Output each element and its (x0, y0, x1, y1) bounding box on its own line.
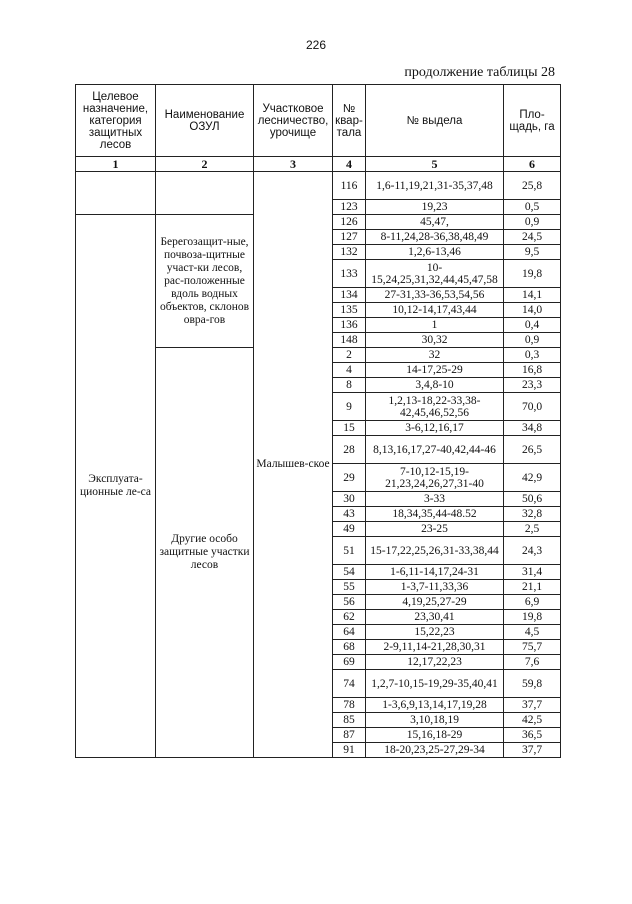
page-number: 226 (305, 38, 327, 52)
plot-cell: 23,30,41 (366, 610, 504, 625)
quarter-cell: 51 (333, 537, 366, 565)
plot-cell: 1-6,11-14,17,24-31 (366, 565, 504, 580)
table-row (76, 172, 561, 200)
quarter-cell: 28 (333, 436, 366, 464)
plot-cell: 1,6-11,19,21,31-35,37,48 (366, 172, 504, 200)
area-cell: 24,5 (504, 230, 561, 245)
area-cell: 19,8 (504, 260, 561, 288)
quarter-cell: 29 (333, 464, 366, 492)
area-cell: 25,8 (504, 172, 561, 200)
quarter-cell: 87 (333, 728, 366, 743)
plot-cell: 1,2,13-18,22-33,38-42,45,46,52,56 (366, 393, 504, 421)
plot-cell: 15-17,22,25,26,31-33,38,44 (366, 537, 504, 565)
quarter-cell: 74 (333, 670, 366, 698)
quarter-cell: 64 (333, 625, 366, 640)
area-cell: 0,9 (504, 333, 561, 348)
header-ozul-name: Наименование ОЗУЛ (156, 85, 254, 157)
quarter-cell: 123 (333, 200, 366, 215)
area-cell: 50,6 (504, 492, 561, 507)
area-cell: 31,4 (504, 565, 561, 580)
col-number: 2 (156, 157, 254, 172)
header-purpose: Целевое назначение, категория защитных лесов (76, 85, 156, 157)
area-cell: 9,5 (504, 245, 561, 260)
quarter-cell: 30 (333, 492, 366, 507)
area-cell: 4,5 (504, 625, 561, 640)
header-quarter: № квар-тала (333, 85, 366, 157)
header-area: Пло-щадь, га (504, 85, 561, 157)
plot-cell: 27-31,33-36,53,54,56 (366, 288, 504, 303)
area-cell: 75,7 (504, 640, 561, 655)
area-cell: 37,7 (504, 698, 561, 713)
plot-cell: 8-11,24,28-36,38,48,49 (366, 230, 504, 245)
area-cell: 0,5 (504, 200, 561, 215)
col-number: 6 (504, 157, 561, 172)
quarter-cell: 2 (333, 348, 366, 363)
plot-cell: 3-6,12,16,17 (366, 421, 504, 436)
table-continuation-caption: продолжение таблицы 28 (404, 65, 555, 80)
forestry-cell: Малышев-ское (254, 172, 333, 758)
area-cell: 6,9 (504, 595, 561, 610)
plot-cell: 32 (366, 348, 504, 363)
area-cell: 2,5 (504, 522, 561, 537)
plot-cell: 3-33 (366, 492, 504, 507)
quarter-cell: 85 (333, 713, 366, 728)
plot-cell: 1-3,7-11,33,36 (366, 580, 504, 595)
quarter-cell: 49 (333, 522, 366, 537)
area-cell: 59,8 (504, 670, 561, 698)
quarter-cell: 91 (333, 743, 366, 758)
plot-cell: 1,2,6-13,46 (366, 245, 504, 260)
quarter-cell: 68 (333, 640, 366, 655)
area-cell: 26,5 (504, 436, 561, 464)
plot-cell: 23-25 (366, 522, 504, 537)
quarter-cell: 4 (333, 363, 366, 378)
plot-cell: 19,23 (366, 200, 504, 215)
area-cell: 36,5 (504, 728, 561, 743)
forest-table (75, 84, 561, 758)
plot-cell: 1 (366, 318, 504, 333)
quarter-cell: 133 (333, 260, 366, 288)
quarter-cell: 56 (333, 595, 366, 610)
area-cell: 19,8 (504, 610, 561, 625)
quarter-cell: 62 (333, 610, 366, 625)
quarter-cell: 148 (333, 333, 366, 348)
plot-cell: 1-3,6,9,13,14,17,19,28 (366, 698, 504, 713)
plot-cell: 1,2,7-10,15-19,29-35,40,41 (366, 670, 504, 698)
area-cell: 24,3 (504, 537, 561, 565)
category-cell: Эксплуата-ционные ле-са (76, 215, 156, 758)
quarter-cell: 126 (333, 215, 366, 230)
plot-cell: 15,22,23 (366, 625, 504, 640)
area-cell: 16,8 (504, 363, 561, 378)
empty-cell (156, 172, 254, 215)
area-cell: 32,8 (504, 507, 561, 522)
plot-cell: 45,47, (366, 215, 504, 230)
area-cell: 42,5 (504, 713, 561, 728)
plot-cell: 30,32 (366, 333, 504, 348)
area-cell: 14,1 (504, 288, 561, 303)
plot-cell: 4,19,25,27-29 (366, 595, 504, 610)
area-cell: 0,4 (504, 318, 561, 333)
plot-cell: 3,10,18,19 (366, 713, 504, 728)
ozul-cell-other: Другие особо защитные участки лесов (156, 348, 254, 758)
quarter-cell: 55 (333, 580, 366, 595)
plot-cell: 8,13,16,17,27-40,42,44-46 (366, 436, 504, 464)
col-number: 1 (76, 157, 156, 172)
area-cell: 23,3 (504, 378, 561, 393)
plot-cell: 18-20,23,25-27,29-34 (366, 743, 504, 758)
quarter-cell: 78 (333, 698, 366, 713)
area-cell: 34,8 (504, 421, 561, 436)
header-forestry: Участковое лесничество, урочище (254, 85, 333, 157)
quarter-cell: 132 (333, 245, 366, 260)
quarter-cell: 9 (333, 393, 366, 421)
area-cell: 42,9 (504, 464, 561, 492)
quarter-cell: 136 (333, 318, 366, 333)
plot-cell: 3,4,8-10 (366, 378, 504, 393)
plot-cell: 10,12-14,17,43,44 (366, 303, 504, 318)
table-body (76, 172, 561, 758)
area-cell: 0,3 (504, 348, 561, 363)
quarter-cell: 116 (333, 172, 366, 200)
quarter-cell: 54 (333, 565, 366, 580)
col-number: 5 (366, 157, 504, 172)
plot-cell: 12,17,22,23 (366, 655, 504, 670)
quarter-cell: 127 (333, 230, 366, 245)
header-plot: № выдела (366, 85, 504, 157)
quarter-cell: 8 (333, 378, 366, 393)
area-cell: 37,7 (504, 743, 561, 758)
empty-cell (76, 172, 156, 215)
plot-cell: 15,16,18-29 (366, 728, 504, 743)
quarter-cell: 134 (333, 288, 366, 303)
quarter-cell: 43 (333, 507, 366, 522)
area-cell: 7,6 (504, 655, 561, 670)
ozul-cell-protective: Берегозащит-ные, почвоза-щитные участ-ки лесов, рас-положенные вдоль водных объектов, склонов овра-гов (156, 215, 254, 348)
area-cell: 70,0 (504, 393, 561, 421)
area-cell: 14,0 (504, 303, 561, 318)
col-number: 3 (254, 157, 333, 172)
quarter-cell: 69 (333, 655, 366, 670)
quarter-cell: 15 (333, 421, 366, 436)
plot-cell: 18,34,35,44-48.52 (366, 507, 504, 522)
plot-cell: 10-15,24,25,31,32,44,45,47,58 (366, 260, 504, 288)
plot-cell: 14-17,25-29 (366, 363, 504, 378)
plot-cell: 7-10,12-15,19-21,23,24,26,27,31-40 (366, 464, 504, 492)
col-number: 4 (333, 157, 366, 172)
area-cell: 0,9 (504, 215, 561, 230)
plot-cell: 2-9,11,14-21,28,30,31 (366, 640, 504, 655)
quarter-cell: 135 (333, 303, 366, 318)
area-cell: 21,1 (504, 580, 561, 595)
